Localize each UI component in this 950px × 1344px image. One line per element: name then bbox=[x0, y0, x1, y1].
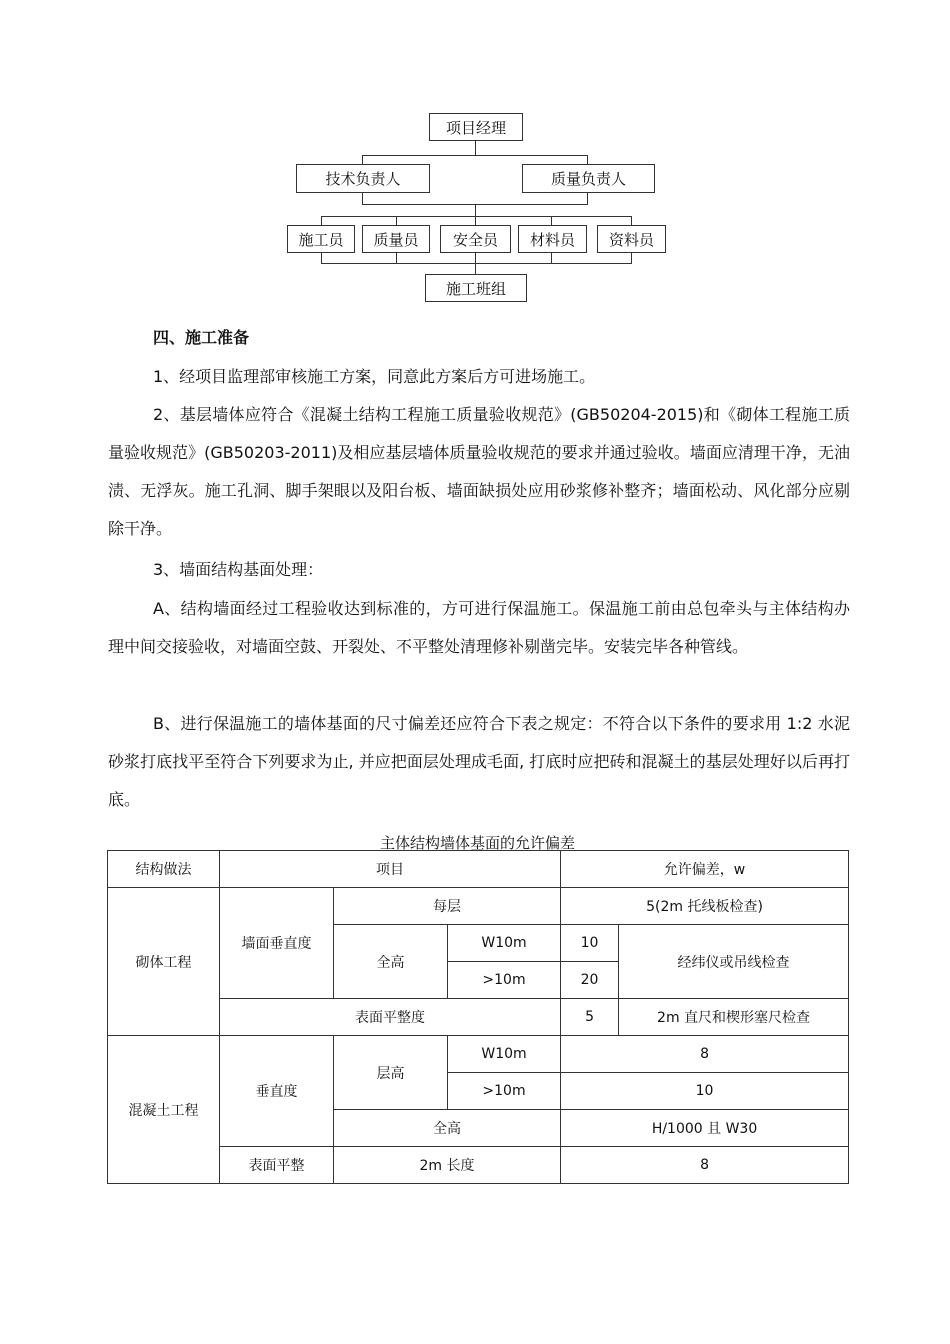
table-row bbox=[108, 999, 849, 1036]
connector bbox=[321, 263, 632, 264]
connector bbox=[587, 193, 588, 204]
table-cell: H/1000 且 W30 bbox=[561, 1110, 849, 1147]
table-cell: 20 bbox=[561, 962, 619, 999]
connector bbox=[587, 155, 588, 164]
table-cell: >10m bbox=[448, 962, 561, 999]
org-box-role: 资料员 bbox=[597, 225, 666, 253]
connector bbox=[396, 253, 397, 263]
table-cell: 8 bbox=[561, 1147, 849, 1184]
connector bbox=[321, 253, 322, 263]
connector bbox=[396, 216, 397, 225]
org-box-role: 材料员 bbox=[518, 225, 587, 253]
table-cell: 墙面垂直度 bbox=[220, 888, 334, 999]
table-row bbox=[108, 1147, 849, 1184]
table-header: 项目 bbox=[220, 851, 561, 888]
table-cell: 层高 bbox=[334, 1036, 448, 1110]
table-cell: 混凝土工程 bbox=[108, 1036, 220, 1184]
org-box-tech-lead: 技术负责人 bbox=[296, 164, 430, 193]
table-row bbox=[108, 1036, 849, 1073]
table-cell: 垂直度 bbox=[220, 1036, 334, 1147]
table-cell: 全高 bbox=[334, 925, 448, 999]
table-cell: >10m bbox=[448, 1073, 561, 1110]
table-cell: 经纬仪或吊线检查 bbox=[619, 925, 849, 999]
table-header: 允许偏差，w bbox=[561, 851, 849, 888]
table-cell: 5(2m 托线板检查) bbox=[561, 888, 849, 925]
table-header: 结构做法 bbox=[108, 851, 220, 888]
paragraph-a: A、结构墙面经过工程验收达到标准的，方可进行保温施工。保温施工前由总包牵头与主体结构办理中间交接验收，对墙面空鼓、开裂处、不平整处清理修补剔凿完毕。安装完毕各种管线。 bbox=[108, 599, 850, 656]
section-heading: 四、施工准备 bbox=[153, 328, 250, 347]
connector bbox=[475, 216, 476, 225]
connector bbox=[321, 216, 322, 225]
table-cell: 表面平整度 bbox=[220, 999, 561, 1036]
table-cell: 10 bbox=[561, 1073, 849, 1110]
connector bbox=[362, 155, 363, 164]
table-caption: 主体结构墙体基面的允许偏差 bbox=[379, 834, 575, 852]
table-cell: W10m bbox=[448, 1036, 561, 1073]
connector bbox=[631, 253, 632, 263]
connector bbox=[475, 204, 476, 216]
org-box-role: 质量员 bbox=[362, 225, 430, 253]
table-row bbox=[108, 851, 849, 888]
connector bbox=[551, 216, 552, 225]
deviation-table bbox=[107, 850, 849, 1184]
org-box-work-team: 施工班组 bbox=[425, 274, 527, 302]
connector bbox=[362, 155, 588, 156]
table-cell: 每层 bbox=[334, 888, 561, 925]
connector bbox=[631, 216, 632, 225]
table-cell: 全高 bbox=[334, 1110, 561, 1147]
table-cell: 砌体工程 bbox=[108, 888, 220, 1036]
org-box-project-manager: 项目经理 bbox=[429, 113, 523, 141]
org-box-role: 施工员 bbox=[287, 225, 355, 253]
table-cell: 2m 直尺和楔形塞尺检查 bbox=[619, 999, 849, 1036]
table-row bbox=[108, 888, 849, 925]
table-cell: 5 bbox=[561, 999, 619, 1036]
table-cell: 8 bbox=[561, 1036, 849, 1073]
connector bbox=[475, 141, 476, 155]
paragraph-1: 1、经项目监理部审核施工方案，同意此方案后方可进场施工。 bbox=[153, 367, 596, 386]
connector bbox=[551, 253, 552, 263]
table-cell: 2m 长度 bbox=[334, 1147, 561, 1184]
connector bbox=[362, 193, 363, 204]
org-box-quality-lead: 质量负责人 bbox=[522, 164, 655, 193]
org-box-role: 安全员 bbox=[440, 225, 511, 253]
table-cell: 表面平整 bbox=[220, 1147, 334, 1184]
paragraph-b: B、进行保温施工的墙体基面的尺寸偏差还应符合下表之规定：不符合以下条件的要求用 1:2 水泥砂浆打底找平至符合下列要求为止, 并应把面层处理成毛面, 打底时应把砖和混凝土的基层处理好以后再打底。 bbox=[108, 714, 850, 809]
table-cell: W10m bbox=[448, 925, 561, 962]
paragraph-3: 3、墙面结构基面处理： bbox=[153, 560, 324, 579]
paragraph-2: 2、基层墙体应符合《混凝土结构工程施工质量验收规范》(GB50204-2015)和《砌体工程施工质量验收规范》(GB50203-2011)及相应基层墙体质量验收规范的要求并通过验收。墙面应清理干净，无油渍、无浮灰。施工孔洞、脚手架眼以及阳台板、墙面缺损处应用砂浆修补整齐；墙面松动、风化部分应剔除干净。 bbox=[108, 405, 850, 538]
table-cell: 10 bbox=[561, 925, 619, 962]
connector bbox=[321, 216, 632, 217]
